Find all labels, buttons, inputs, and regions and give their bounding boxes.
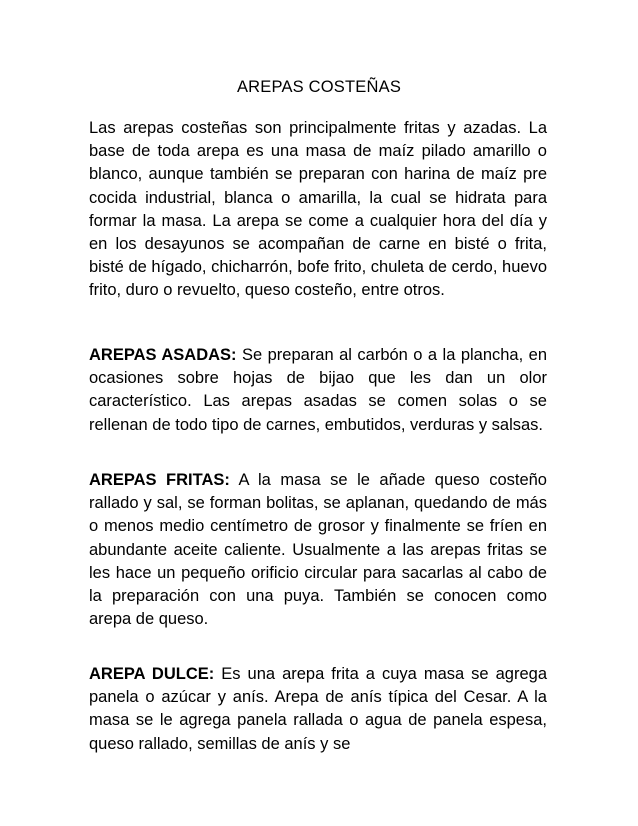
arepa-dulce-text: Es una arepa frita a cuya masa se agrega panela o azúcar y anís. Arepa de anís típica del Cesar. A la masa se le agrega panela rallada o agua de panela espesa, queso rallado, semillas de anís y se xyxy=(89,665,547,753)
arepa-dulce-heading: AREPA DULCE: xyxy=(89,665,215,683)
intro-paragraph xyxy=(89,117,547,303)
arepas-fritas-heading: AREPAS FRITAS: xyxy=(89,471,230,489)
arepas-asadas-text: Se preparan al carbón o a la plancha, en ocasiones sobre hojas de bijao que les dan un olor característico. Las arepas asadas se comen solas o se rellenan de todo tipo de carnes, embutidos, verduras y salsas. xyxy=(89,346,547,434)
intro-paragraph-text: Las arepas costeñas son principalmente fritas y azadas. La base de toda arepa es una masa de maíz pilado amarillo o blanco, aunque también se preparan con harina de maíz pre cocida industrial, blanca o amarilla, la cual se hidrata para formar la masa. La arepa se come a cualquier hora del día y en los desayunos se acompañan de carne en bisté o frita, bisté de hígado, chicharrón, bofe frito, chuleta de cerdo, huevo frito, duro o revuelto, queso costeño, entre otros. xyxy=(89,119,547,300)
arepas-asadas-heading: AREPAS ASADAS: xyxy=(89,346,237,364)
arepas-fritas-paragraph xyxy=(89,469,547,631)
arepa-dulce-paragraph xyxy=(89,663,547,756)
arepas-fritas-text: A la masa se le añade queso costeño rallado y sal, se forman bolitas, se aplanan, quedando de más o menos medio centímetro de grosor y finalmente se fríen en abundante aceite caliente. Usualmente a las arepas fritas se les hace un pequeño orificio circular para sacarlas al cabo de la preparación con una puya. También se conocen como arepa de queso. xyxy=(89,471,547,629)
arepas-asadas-paragraph xyxy=(89,344,547,437)
document-title: AREPAS COSTEÑAS xyxy=(236,78,402,96)
